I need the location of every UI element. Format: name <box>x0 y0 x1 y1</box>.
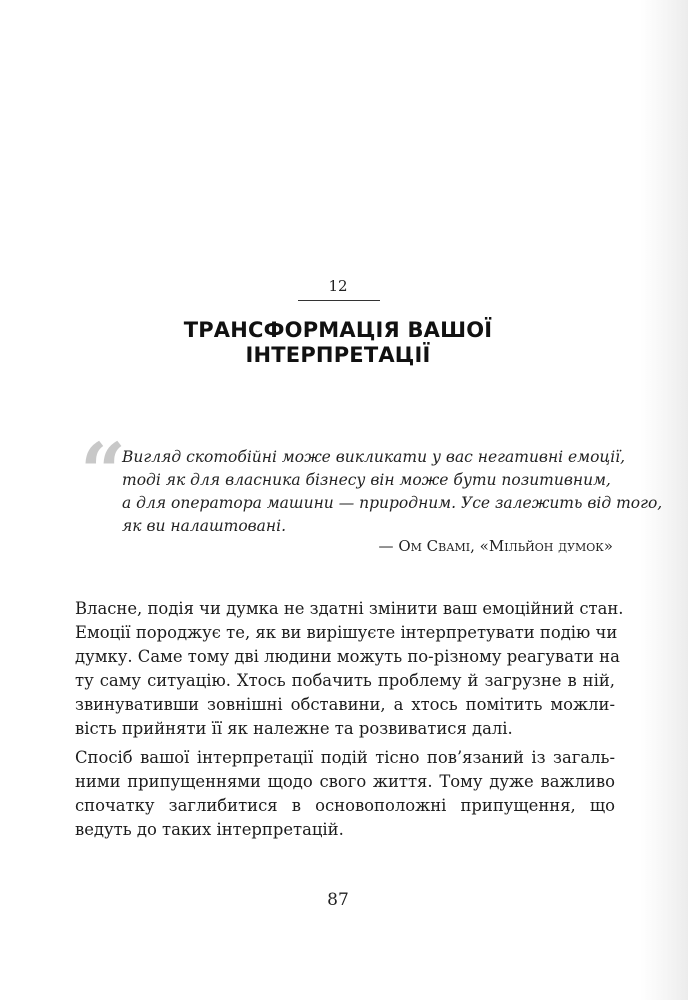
epigraph-line: як ви налаштовані. <box>122 517 287 535</box>
page-number: 87 <box>327 890 349 910</box>
paragraph-line: Спосіб вашої інтерпретації подій тісно пов’язаний із загаль- <box>75 748 615 767</box>
chapter-number: 12 <box>328 277 348 295</box>
paragraph-2 <box>75 746 615 842</box>
paragraph-line: Емоції породжує те, як ви вирішуєте інтерпретувати подію чи <box>75 623 618 642</box>
chapter-title-line-1: ТРАНСФОРМАЦІЯ ВАШОЇ <box>183 318 493 342</box>
quote-mark-icon: “ <box>80 425 127 519</box>
paragraph-line: ними припущеннями щодо свого життя. Тому дуже важливо <box>75 772 615 791</box>
chapter-title <box>0 318 676 368</box>
paragraph-line: думку. Саме тому дві людини можуть по-різному реагувати на <box>75 647 620 666</box>
paragraph-line: Власне, подія чи думка не здатні змінити ваш емоційний стан. <box>75 599 624 618</box>
paragraph-line: звинувативши зовнішні обставини, а хтось помітить можли- <box>75 695 615 714</box>
paragraph-line: вість прийняти її як належне та розвиватися далі. <box>75 719 513 738</box>
paragraph-line: ту саму ситуацію. Хтось побачить проблему й загрузне в ній, <box>75 671 615 690</box>
epigraph-line: а для оператора машини — природним. Усе залежить від того, <box>122 494 663 512</box>
paragraph-line: спочатку заглибитися в основоположні припущення, що <box>75 796 615 815</box>
chapter-title-line-2: ІНТЕРПРЕТАЦІЇ <box>245 343 431 367</box>
epigraph <box>122 446 663 538</box>
paragraph-line: ведуть до таких інтерпретацій. <box>75 820 344 839</box>
epigraph-attribution: — Ом Свамі, «Мільйон думок» <box>378 537 613 555</box>
chapter-divider <box>298 300 380 301</box>
epigraph-line: Вигляд скотобійні може викликати у вас негативні емоції, <box>122 448 626 466</box>
epigraph-line: тоді як для власника бізнесу він може бути позитивним, <box>122 471 611 489</box>
paragraph-1 <box>75 597 624 741</box>
